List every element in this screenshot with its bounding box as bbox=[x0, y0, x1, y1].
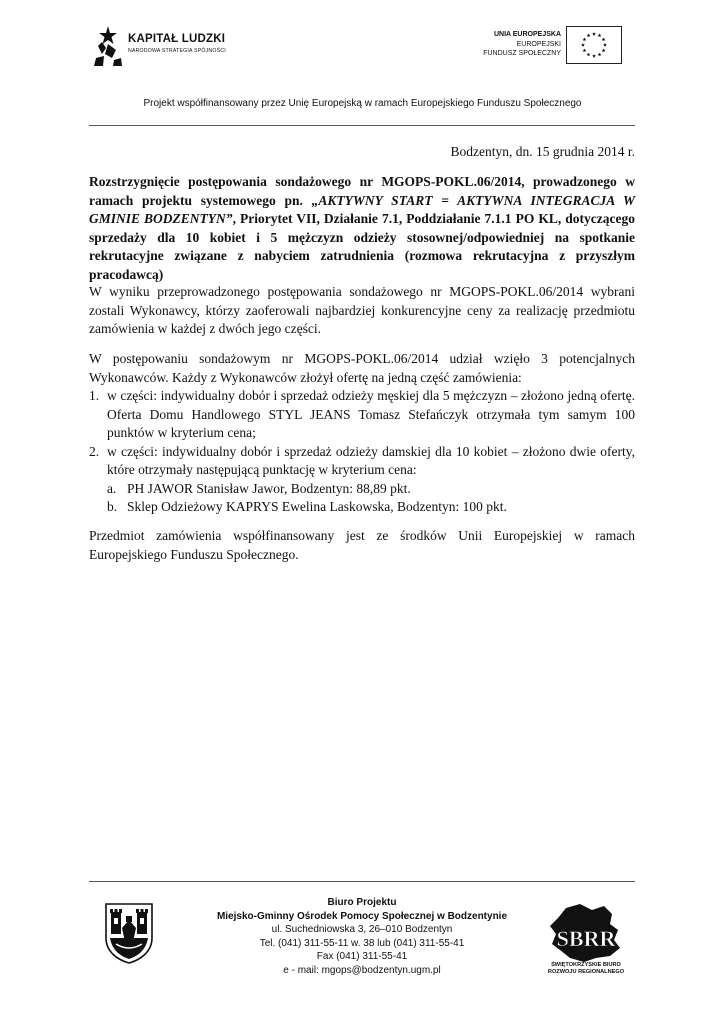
eu-star-icon bbox=[602, 38, 606, 42]
eu-flag bbox=[566, 26, 622, 64]
eu-star-icon bbox=[592, 54, 596, 58]
project-cofinancing-line: Projekt współfinansowany przez Unię Europejską w ramach Europejskiego Funduszu Społecznego bbox=[143, 98, 582, 109]
eu-star-icon bbox=[598, 53, 602, 57]
document-heading bbox=[89, 173, 635, 284]
eu-star-icon bbox=[583, 49, 587, 53]
header-divider bbox=[89, 125, 635, 126]
sbrr-caption-line1: ŚWIĘTOKRZYSKIE BIURO bbox=[551, 962, 621, 968]
kapital-ludzki-logo-icon bbox=[92, 24, 124, 68]
footer-contact bbox=[200, 896, 524, 977]
document-date: Bodzentyn, dn. 15 grudnia 2014 r. bbox=[450, 144, 635, 159]
eu-star-icon bbox=[602, 49, 606, 53]
footer-divider bbox=[89, 881, 635, 882]
eu-logo-text bbox=[455, 30, 561, 59]
eu-star-icon bbox=[587, 33, 591, 37]
footer-fax: Fax (041) 311-55-41 bbox=[316, 951, 408, 962]
paragraph-cofinancing: Przedmiot zamówienia współfinansowany jest ze środków Unii Europejskiej w ramach Europejskiego Funduszu Społecznego. bbox=[89, 528, 635, 562]
footer-address: ul. Suchedniowska 3, 26–010 Bodzentyn bbox=[271, 924, 453, 935]
sub-list-item-letter: b. bbox=[107, 499, 118, 514]
eu-star-icon bbox=[598, 33, 602, 37]
sbrr-caption-line2: ROZWOJU REGIONALNEGO bbox=[547, 969, 625, 975]
sub-list-item-text: PH JAWOR Stanisław Jawor, Bodzentyn: 88,89 pkt. bbox=[127, 480, 411, 496]
list-item bbox=[89, 387, 635, 443]
sub-list-item-text: Sklep Odzieżowy KAPRYS Ewelina Laskowska, Bodzentyn: 100 pkt. bbox=[127, 499, 507, 514]
kapital-ludzki-subtitle: NARODOWA STRATEGIA SPÓJNOŚCI bbox=[128, 48, 226, 54]
paragraph-result: W wyniku przeprowadzonego postępowania sondażowego nr MGOPS-POKL.06/2014 wybrani zostali Wykonawcy, którzy zaoferowali najbardziej konkurencyjne ceny za realizację przedmiotu zamówienia w każdej z dwóch jego części. bbox=[89, 284, 635, 336]
list-item-number: 1. bbox=[89, 388, 100, 403]
eu-line3: FUNDUSZ SPOŁECZNY bbox=[483, 50, 561, 57]
kapital-ludzki-title: KAPITAŁ LUDZKI bbox=[128, 33, 226, 45]
heading-part1: Rozstrzygnięcie postępowania sondażowego nr MGOPS-POKL.06/2014, prowadzonego w ramach projektu systemowego pn. bbox=[89, 174, 635, 208]
heading-project-name: „AKTYWNY START = AKTYWNA INTEGRACJA W GMINIE BODZENTYN” bbox=[89, 192, 635, 226]
eu-star-icon bbox=[587, 53, 591, 57]
list-item bbox=[89, 443, 635, 517]
bodzentyn-crest-icon bbox=[104, 902, 154, 964]
heading-part2: , Priorytet VII, Działanie 7.1, Poddziałanie 7.1.1 PO KL, dotyczącego sprzedaży dla 10 kobiet i 5 mężczyzn odzieży stosownej/odpowiedniej na spotkanie rekrutacyjne związane z nabyciem zatrudnienia (rozmowa rekrutacyjna z przyszłym pracodawcą) bbox=[89, 211, 636, 282]
eu-line1: UNIA EUROPEJSKA bbox=[493, 31, 561, 38]
list-item-text: w części: indywidualny dobór i sprzedaż odzieży męskiej dla 5 mężczyzn – złożono jedną ofertę. Oferta Domu Handlowego STYL JEANS Tomasz Stefańczyk otrzymała tym samym 100 punktów w kryterium cena; bbox=[107, 388, 635, 440]
sub-list-item bbox=[107, 480, 635, 499]
footer-email: e - mail: mgops@bodzentyn.ugm.pl bbox=[283, 964, 441, 976]
sub-list-item-letter: a. bbox=[107, 480, 117, 496]
sbrr-caption bbox=[540, 962, 632, 976]
list-item-text: w części: indywidualny dobór i sprzedaż odzieży damskiej dla 10 kobiet – złożono dwie oferty, które otrzymały następującą punktację w kryterium cena: bbox=[107, 443, 635, 477]
paragraph-participants: W postępowaniu sondażowym nr MGOPS-POKL.06/2014 udział wzięło 3 potencjalnych Wykonawców. Każdy z Wykonawców złożył ofertę na jedną część zamówienia: bbox=[89, 351, 635, 385]
eu-star-icon bbox=[592, 32, 596, 36]
offers-list bbox=[89, 387, 635, 517]
footer-organization: Miejsko-Gminny Ośrodek Pomocy Społecznej w Bodzentynie bbox=[216, 910, 508, 922]
sbrr-letters: SBRR bbox=[556, 926, 616, 951]
eu-star-icon bbox=[603, 43, 607, 47]
list-item-number: 2. bbox=[89, 443, 100, 459]
eu-star-icon bbox=[583, 38, 587, 42]
footer-phone: Tel. (041) 311-55-11 w. 38 lub (041) 311-55-41 bbox=[259, 937, 465, 949]
eu-line2: EUROPEJSKI bbox=[516, 40, 561, 48]
footer-title: Biuro Projektu bbox=[327, 897, 397, 908]
kapital-ludzki-logo bbox=[92, 22, 252, 74]
eu-flag-icon bbox=[567, 27, 621, 63]
eu-star-icon bbox=[581, 43, 585, 47]
sub-list-item bbox=[107, 498, 635, 517]
